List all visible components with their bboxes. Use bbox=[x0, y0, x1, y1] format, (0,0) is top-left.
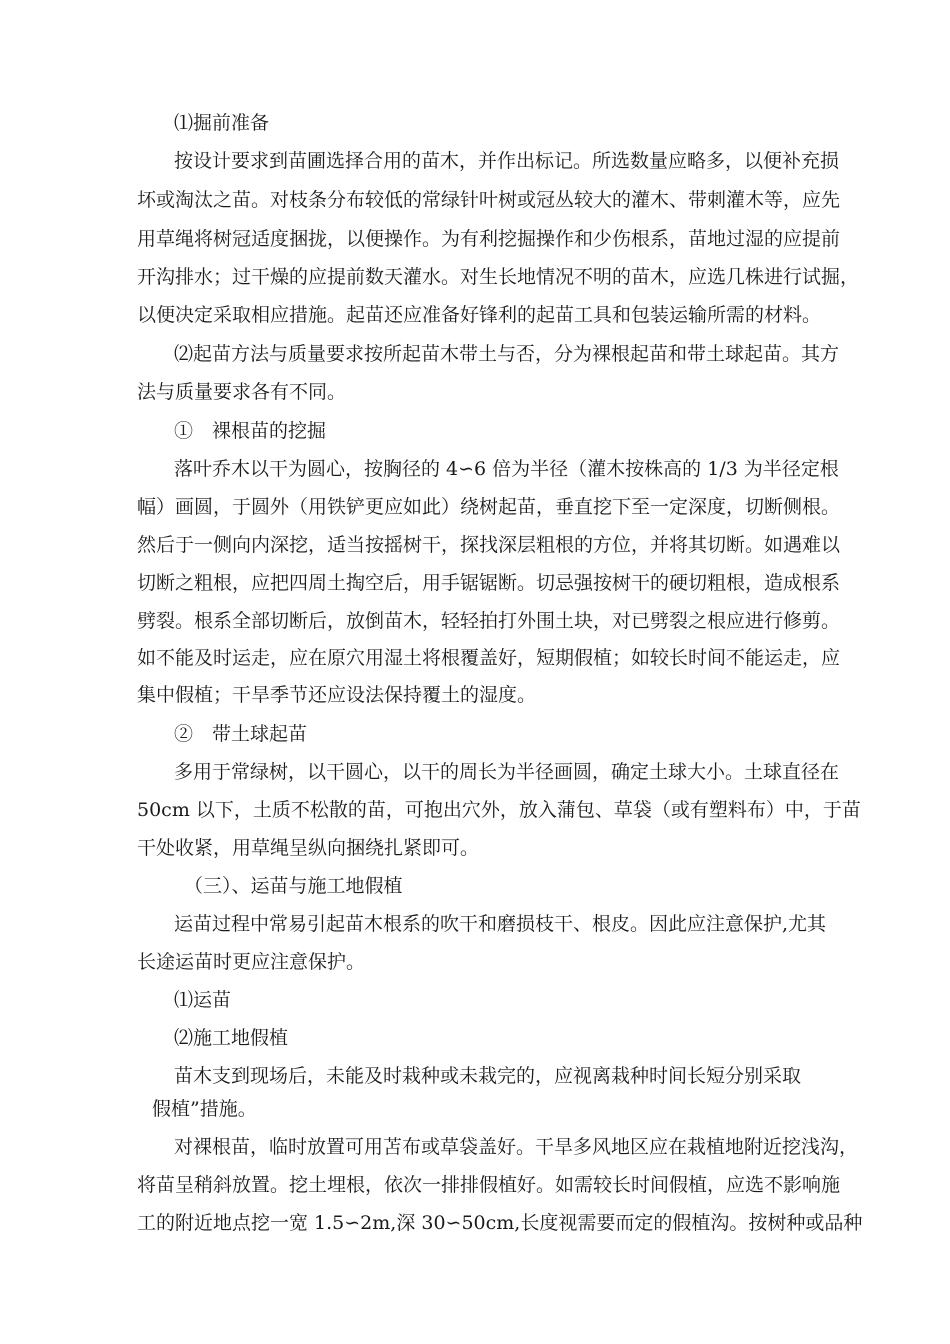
paragraph-line: 坏或淘汰之苗。对枝条分布较低的常绿针叶树或冠丛较大的灌木、带刺灌木等，应先 bbox=[137, 189, 841, 211]
paragraph-line: 苗木支到现场后，未能及时栽种或未栽完的，应视离栽种时间长短分别采取 bbox=[174, 1065, 802, 1087]
paragraph-line: 干处收紧，用草绳呈纵向捆绕扎紧即可。 bbox=[137, 837, 480, 859]
paragraph-line: 用草绳将树冠适度捆拢，以便操作。为有利挖掘操作和少伤根系，苗地过湿的应提前 bbox=[137, 228, 841, 250]
paragraph-line: 多用于常绿树，以干圆心，以干的周长为半径画圆，确定土球大小。土球直径在 bbox=[174, 761, 840, 783]
paragraph-line: 落叶乔木以干为圆心，按胸径的 4∽6 倍为半径（灌木按株高的 1/3 为半径定根 bbox=[174, 458, 839, 480]
paragraph-line: 对裸根苗，临时放置可用苫布或草袋盖好。干旱多风地区应在栽植地附近挖浅沟， bbox=[174, 1136, 859, 1158]
paragraph-line: 然后于一侧向内深挖，适当按摇树干，探找深层粗根的方位，并将其切断。如遇难以 bbox=[137, 534, 841, 556]
paragraph-line: 以便决定采取相应措施。起苗还应准备好锋利的起苗工具和包装运输所需的材料。 bbox=[137, 304, 822, 326]
paragraph-line: 运苗过程中常易引起苗木根系的吹干和磨损枝干、根皮。因此应注意保护,尤其 bbox=[174, 913, 827, 935]
heading-excavation-preparation: ⑴掘前准备 bbox=[174, 112, 270, 134]
paragraph-line: ⑵起苗方法与质量要求按所起苗木带土与否，分为裸根起苗和带土球起苗。其方 bbox=[174, 343, 840, 365]
paragraph-line: 切断之粗根，应把四周土掏空后，用手锯锯断。切忌强按树干的硬切粗根，造成根系 bbox=[137, 572, 841, 594]
paragraph-line: 劈裂。根系全部切断后，放倒苗木，轻轻拍打外围土块，对已劈裂之根应进行修剪。 bbox=[137, 610, 841, 632]
subheading-heeling-in: ⑵施工地假植 bbox=[174, 1027, 289, 1049]
paragraph-line: 假植”措施。 bbox=[152, 1098, 257, 1120]
paragraph-line: 开沟排水；过干燥的应提前数天灌水。对生长地情况不明的苗木，应选几株进行试掘， bbox=[137, 266, 860, 288]
paragraph-line: 如不能及时运走，应在原穴用湿土将根覆盖好，短期假植；如较长时间不能运走，应 bbox=[137, 647, 841, 669]
paragraph-line: 法与质量要求各有不同。 bbox=[137, 381, 347, 403]
paragraph-line: 幅）画圆，于圆外（用铁铲更应如此）绕树起苗，垂直挖下至一定深度，切断侧根。 bbox=[137, 496, 841, 518]
paragraph-line: 将苗呈稍斜放置。挖土埋根，依次一排排假植好。如需较长时间假植，应选不影响施 bbox=[137, 1174, 841, 1196]
paragraph-line: 工的附近地点挖一宽 1.5∽2m,深 30∽50cm,长度视需要而定的假植沟。按树种或品种 bbox=[137, 1212, 863, 1234]
section-heading-transport: （三）、运苗与施工地假植 bbox=[184, 875, 403, 897]
subheading-soil-ball: ② 带土球起苗 bbox=[174, 723, 308, 745]
subheading-transport: ⑴运苗 bbox=[174, 989, 232, 1011]
subheading-bare-root: ① 裸根苗的挖掘 bbox=[174, 420, 327, 442]
paragraph-line: 50cm 以下，土质不松散的苗，可抱出穴外，放入蒲包、草袋（或有塑料布）中，于苗 bbox=[137, 799, 861, 821]
paragraph-line: 按设计要求到苗圃选择合用的苗木，并作出标记。所选数量应略多，以便补充损 bbox=[174, 150, 840, 172]
paragraph-line: 长途运苗时更应注意保护。 bbox=[137, 951, 366, 973]
paragraph-line: 集中假植；干旱季节还应设法保持覆土的湿度。 bbox=[137, 684, 537, 706]
